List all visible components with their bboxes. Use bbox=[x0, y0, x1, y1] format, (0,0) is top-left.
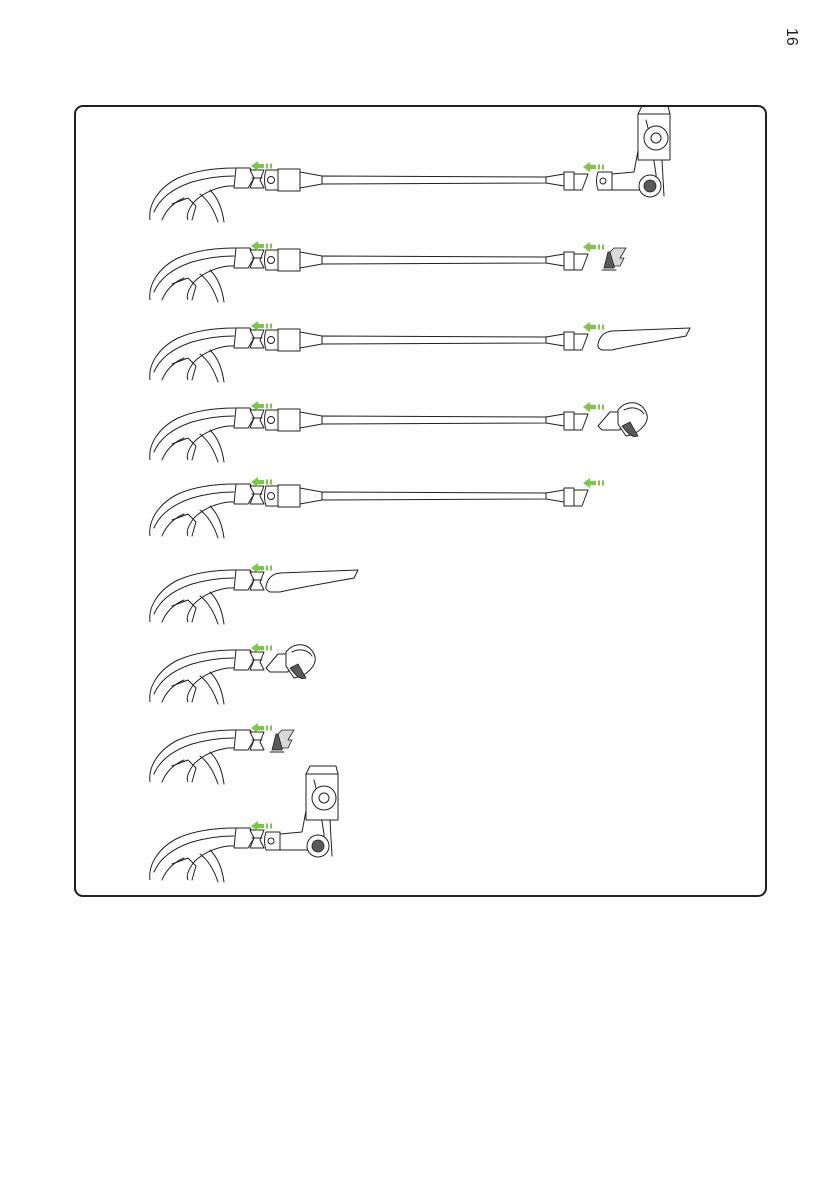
extension-tube bbox=[265, 409, 589, 431]
page-number: 16 bbox=[783, 28, 800, 46]
assembly-row-4 bbox=[150, 401, 648, 462]
handheld-unit bbox=[150, 650, 264, 704]
assembly-row-5 bbox=[150, 477, 604, 538]
handheld-unit bbox=[150, 168, 264, 222]
two-in-one-brush bbox=[598, 403, 647, 437]
assembly-row-1 bbox=[150, 106, 670, 222]
motorized-floor-brush bbox=[597, 106, 671, 197]
assembly-row-2 bbox=[150, 241, 626, 302]
handheld-unit bbox=[150, 828, 264, 882]
crevice-tool bbox=[266, 570, 358, 592]
insert-arrow-icon bbox=[583, 242, 604, 252]
two-in-one-brush bbox=[266, 645, 315, 679]
handheld-unit bbox=[150, 328, 264, 382]
insert-arrow-icon bbox=[583, 162, 604, 172]
extension-tube bbox=[265, 329, 589, 351]
mini-brush bbox=[270, 730, 294, 752]
extension-tube bbox=[265, 485, 589, 507]
extension-tube bbox=[265, 169, 589, 191]
insert-arrow-icon bbox=[583, 402, 604, 412]
extension-tube bbox=[265, 249, 589, 271]
handheld-unit bbox=[150, 248, 264, 302]
handheld-unit bbox=[150, 484, 264, 538]
handheld-unit bbox=[150, 408, 264, 462]
assembly-row-9 bbox=[150, 766, 338, 882]
crevice-tool bbox=[598, 328, 690, 350]
assembly-row-7 bbox=[150, 643, 316, 704]
assembly-row-8 bbox=[150, 723, 294, 784]
insert-arrow-icon bbox=[583, 478, 604, 488]
insert-arrow-icon bbox=[583, 322, 604, 332]
motorized-floor-brush bbox=[265, 766, 339, 857]
mini-brush bbox=[602, 248, 626, 270]
assembly-row-6 bbox=[150, 563, 358, 624]
handheld-unit bbox=[150, 570, 264, 624]
handheld-unit bbox=[150, 730, 264, 784]
assembly-row-3 bbox=[150, 321, 690, 382]
